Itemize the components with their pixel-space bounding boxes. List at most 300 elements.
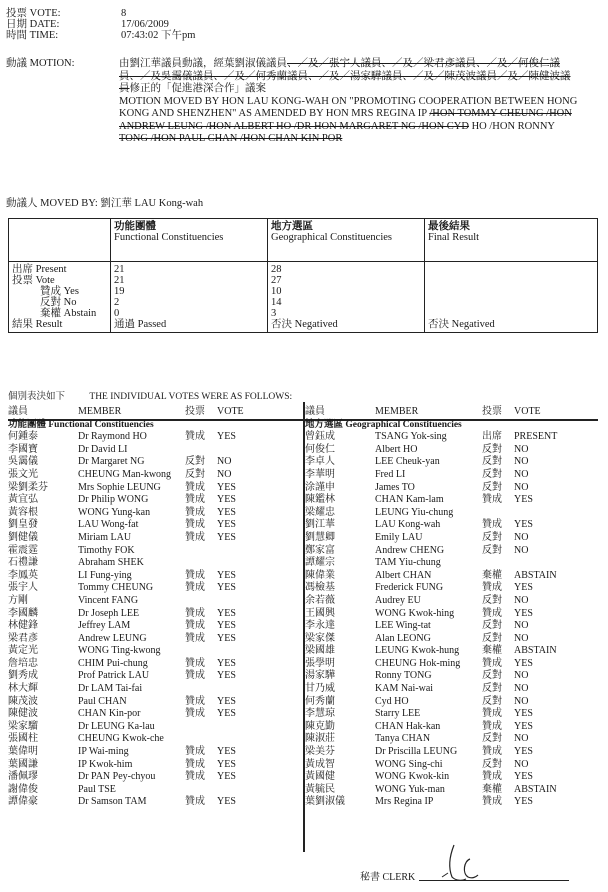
vote-zh: 反對 — [482, 683, 502, 695]
vote-en: YES — [217, 670, 236, 682]
hdr-vote-en: VOTE — [514, 406, 541, 417]
geographical-section-title: 地方選區 Geographical Constituencies — [305, 419, 462, 430]
hdr-member-en: MEMBER — [78, 406, 122, 417]
member-name-en: Dr Margaret NG — [78, 456, 145, 468]
vote-en: YES — [514, 607, 533, 619]
member-name-en: CHAN Kam-lam — [375, 494, 444, 506]
member-name-zh: 甘乃威 — [305, 683, 335, 695]
member-name-zh: 劉皇發 — [8, 519, 38, 531]
member-row — [305, 469, 605, 482]
vote-zh: 贊成 — [185, 796, 205, 808]
vote-en: YES — [514, 796, 533, 808]
clerk-label: 秘書 CLERK — [360, 872, 416, 883]
motion-en-struck-1: /HON TOMMY CHEUNG /HON ANDREW LEUNG /HON ALBERT HO /DR HON MARGARET NG /HON CYD — [119, 108, 572, 132]
member-name-zh: 張國柱 — [8, 733, 38, 745]
vote-en: NO — [514, 695, 529, 707]
member-row — [305, 507, 605, 520]
summary-body-row — [9, 262, 598, 333]
vote-en: YES — [217, 582, 236, 594]
member-name-zh: 張宇人 — [8, 582, 38, 594]
member-name-zh: 方剛 — [8, 594, 28, 606]
col-final-zh: 最後結果 — [428, 221, 470, 232]
motion-en-struck-2: TONG /HON PAUL CHAN /HON CHAN KIN POR — [119, 133, 343, 144]
vote-en: NO — [514, 481, 529, 493]
vote-zh: 反對 — [482, 544, 502, 556]
member-name-zh: 譚耀宗 — [305, 557, 335, 569]
vote-zh: 反對 — [185, 456, 205, 468]
vote-en: ABSTAIN — [514, 569, 557, 581]
member-name-zh: 梁劉柔芬 — [8, 481, 48, 493]
member-row — [8, 545, 298, 558]
member-name-en: TSANG Yok-sing — [375, 431, 447, 443]
vote-zh: 贊成 — [185, 519, 205, 531]
vote-en: NO — [514, 544, 529, 556]
vote-zh: 反對 — [482, 758, 502, 770]
member-name-en: Dr Philip WONG — [78, 494, 149, 506]
member-name-zh: 林健鋒 — [8, 620, 38, 632]
member-name-en: Paul CHAN — [78, 695, 127, 707]
member-row — [8, 469, 298, 482]
member-row — [305, 582, 605, 595]
member-name-zh: 涂謹申 — [305, 481, 335, 493]
vote-zh: 贊成 — [185, 771, 205, 783]
vote-en: YES — [217, 657, 236, 669]
vote-en: YES — [217, 632, 236, 644]
member-name-en: LEE Wing-tat — [375, 620, 431, 632]
member-name-zh: 梁家傑 — [305, 632, 335, 644]
member-row — [305, 658, 605, 671]
member-row — [305, 532, 605, 545]
motion-en-prefix: MOTION MOVED BY HON LAU KONG-WAH ON "PROMOTING COOPERATION BETWEEN HONG KONG AND SHENZHEN" AS AMENDED BY HON MRS REGINA IP — [119, 95, 578, 119]
member-name-en: Audrey EU — [375, 594, 421, 606]
member-name-zh: 梁國雄 — [305, 645, 335, 657]
member-row — [305, 444, 605, 457]
date-value: 17/06/2009 — [121, 19, 169, 30]
vote-en: YES — [217, 431, 236, 443]
vote-zh: 棄權 — [482, 783, 502, 795]
member-row — [305, 545, 605, 558]
member-name-en: CHAN Hak-kan — [375, 720, 441, 732]
functional-votes-column — [8, 406, 298, 809]
member-name-zh: 鄭家富 — [305, 544, 335, 556]
vote-en: NO — [217, 468, 232, 480]
motion-label: 動議 MOTION: — [6, 58, 75, 69]
member-name-zh: 葉國謙 — [8, 758, 38, 770]
member-name-en: Andrew LEUNG — [78, 632, 147, 644]
label-yes: 贊成 Yes — [40, 286, 79, 297]
vote-en: YES — [217, 708, 236, 720]
vote-zh: 棄權 — [482, 569, 502, 581]
vote-zh: 贊成 — [482, 494, 502, 506]
vote-zh: 反對 — [482, 531, 502, 543]
member-name-en: WONG Yung-kan — [78, 506, 151, 518]
hdr-vote-zh: 投票 — [482, 406, 502, 417]
member-row — [8, 658, 298, 671]
member-name-en: Mrs Regina IP — [375, 796, 434, 808]
member-name-en: Cyd HO — [375, 695, 409, 707]
member-name-zh: 王國興 — [305, 607, 335, 619]
gc-yes: 10 — [271, 286, 282, 297]
vote-zh: 贊成 — [185, 708, 205, 720]
member-name-en: TAM Yiu-chung — [375, 557, 441, 569]
vote-zh: 反對 — [482, 632, 502, 644]
hdr-vote-en: VOTE — [217, 406, 244, 417]
moved-by-value: 劉江華 LAU Kong-wah — [100, 198, 204, 209]
hdr-member-zh: 議員 — [305, 406, 325, 417]
member-row — [8, 494, 298, 507]
member-row — [305, 570, 605, 583]
col-geographical-zh: 地方選區 — [271, 221, 313, 232]
label-result: 結果 Result — [12, 319, 63, 330]
vote-en: YES — [514, 771, 533, 783]
label-present: 出席 Present — [12, 264, 67, 275]
member-row — [305, 721, 605, 734]
member-row — [305, 431, 605, 444]
member-name-zh: 李華明 — [305, 468, 335, 480]
vote-en: NO — [514, 443, 529, 455]
moved-by-label: 動議人 MOVED BY: — [6, 198, 98, 209]
vote-en: YES — [217, 796, 236, 808]
vote-en: YES — [217, 519, 236, 531]
member-row — [8, 620, 298, 633]
member-name-zh: 李永達 — [305, 620, 335, 632]
member-row — [8, 456, 298, 469]
fc-no: 2 — [114, 297, 120, 308]
vote-en: PRESENT — [514, 431, 558, 443]
member-row — [8, 570, 298, 583]
vote-zh: 贊成 — [185, 582, 205, 594]
vote-en: YES — [217, 746, 236, 758]
member-name-zh: 李國寶 — [8, 443, 38, 455]
vote-zh: 反對 — [482, 695, 502, 707]
member-row — [8, 645, 298, 658]
member-name-en: IP Kwok-him — [78, 758, 133, 770]
vote-en: NO — [514, 594, 529, 606]
member-row — [305, 595, 605, 608]
vote-en: YES — [217, 620, 236, 632]
member-row — [305, 645, 605, 658]
vote-zh: 反對 — [482, 456, 502, 468]
member-name-zh: 潘佩璆 — [8, 771, 38, 783]
member-row — [305, 633, 605, 646]
member-name-zh: 陳偉業 — [305, 569, 335, 581]
vote-value: 8 — [121, 8, 127, 19]
vote-zh: 贊成 — [185, 506, 205, 518]
member-row — [305, 608, 605, 621]
member-row — [8, 721, 298, 734]
member-name-en: CHEUNG Kwok-che — [78, 733, 164, 745]
member-name-en: James TO — [375, 481, 415, 493]
label-abstain: 棄權 Abstain — [40, 308, 97, 319]
member-row — [305, 670, 605, 683]
vote-en: YES — [514, 746, 533, 758]
summary-final-values — [425, 262, 598, 333]
summary-geographical-values — [268, 262, 425, 333]
member-name-en: Starry LEE — [375, 708, 421, 720]
member-name-en: WONG Kwok-hing — [375, 607, 455, 619]
motion-zh-suffix: 修正的「促進港深合作」議案 — [129, 83, 266, 94]
vote-zh: 反對 — [482, 443, 502, 455]
member-name-zh: 劉健儀 — [8, 531, 38, 543]
vote-zh: 反對 — [482, 733, 502, 745]
vote-en: YES — [514, 657, 533, 669]
individual-votes-title — [8, 388, 314, 402]
label-no: 反對 No — [40, 297, 77, 308]
member-row — [8, 557, 298, 570]
member-name-zh: 何秀蘭 — [305, 695, 335, 707]
vote-zh: 贊成 — [185, 481, 205, 493]
member-name-zh: 陳克勤 — [305, 720, 335, 732]
member-name-zh: 黃定光 — [8, 645, 38, 657]
vote-zh: 贊成 — [185, 494, 205, 506]
member-name-zh: 劉秀成 — [8, 670, 38, 682]
member-row — [305, 482, 605, 495]
member-name-zh: 張學明 — [305, 657, 335, 669]
member-row — [8, 771, 298, 784]
vote-en: ABSTAIN — [514, 645, 557, 657]
hdr-member-en: MEMBER — [375, 406, 419, 417]
member-name-en: Paul TSE — [78, 783, 116, 795]
member-name-en: Timothy FOK — [78, 544, 135, 556]
summary-row-labels — [9, 262, 111, 333]
member-row — [8, 431, 298, 444]
member-name-en: WONG Kwok-kin — [375, 771, 450, 783]
member-name-zh: 李卓人 — [305, 456, 335, 468]
member-name-zh: 陳茂波 — [8, 695, 38, 707]
member-name-en: Tanya CHAN — [375, 733, 431, 745]
hdr-member-zh: 議員 — [8, 406, 28, 417]
time-label: 時間 TIME: — [6, 30, 59, 41]
vote-zh: 贊成 — [185, 569, 205, 581]
member-name-en: Emily LAU — [375, 531, 423, 543]
time-row — [6, 30, 195, 41]
member-row — [8, 532, 298, 545]
gc-result: 否決 Negatived — [271, 319, 338, 330]
motion-en-mid: HO /HON RONNY — [468, 120, 555, 132]
member-name-en: CHEUNG Man-kwong — [78, 468, 172, 480]
member-name-zh: 黃國健 — [305, 771, 335, 783]
vote-en: NO — [514, 456, 529, 468]
fc-vote: 21 — [114, 275, 125, 286]
member-name-zh: 張文光 — [8, 468, 38, 480]
member-name-zh: 霍震霆 — [8, 544, 38, 556]
member-row — [8, 670, 298, 683]
vote-zh: 贊成 — [482, 607, 502, 619]
member-name-en: LEUNG Yiu-chung — [375, 506, 454, 518]
member-name-zh: 謝偉俊 — [8, 783, 38, 795]
vote-en: NO — [514, 620, 529, 632]
member-name-en: Dr PAN Pey-chyou — [78, 771, 156, 783]
vote-zh: 反對 — [482, 594, 502, 606]
column-header-row — [8, 406, 298, 419]
member-name-zh: 吳靄儀 — [8, 456, 38, 468]
member-row — [8, 708, 298, 721]
vote-en: YES — [217, 771, 236, 783]
member-name-en: Albert CHAN — [375, 569, 432, 581]
vote-zh: 反對 — [185, 468, 205, 480]
vote-zh: 棄權 — [482, 645, 502, 657]
member-row — [8, 784, 298, 797]
summary-col-functional — [111, 219, 268, 262]
vote-en: YES — [217, 607, 236, 619]
member-name-zh: 梁君彥 — [8, 632, 38, 644]
member-row — [8, 444, 298, 457]
member-row — [8, 746, 298, 759]
member-row — [8, 796, 298, 809]
member-name-en: Dr LEUNG Ka-lau — [78, 720, 155, 732]
member-name-en: Dr Raymond HO — [78, 431, 147, 443]
member-name-en: LI Fung-ying — [78, 569, 132, 581]
vote-en: YES — [217, 481, 236, 493]
member-name-zh: 梁耀忠 — [305, 506, 335, 518]
vote-number-row — [6, 8, 126, 19]
member-row — [305, 784, 605, 797]
vote-zh: 贊成 — [482, 582, 502, 594]
vote-zh: 反對 — [482, 468, 502, 480]
column-header-row — [305, 406, 605, 419]
vote-en: ABSTAIN — [514, 783, 557, 795]
member-row — [305, 683, 605, 696]
member-name-en: KAM Nai-wai — [375, 683, 434, 695]
summary-corner-cell — [9, 219, 111, 262]
vote-en: NO — [514, 670, 529, 682]
member-name-en: LAU Kong-wah — [375, 519, 441, 531]
member-name-en: LAU Wong-fat — [78, 519, 139, 531]
member-row — [8, 482, 298, 495]
member-name-en: LEUNG Kwok-hung — [375, 645, 460, 657]
member-name-zh: 石禮謙 — [8, 557, 38, 569]
member-name-en: Andrew CHENG — [375, 544, 445, 556]
member-name-zh: 李慧琼 — [305, 708, 335, 720]
member-name-en: Alan LEONG — [375, 632, 431, 644]
vote-zh: 贊成 — [482, 519, 502, 531]
vote-zh: 贊成 — [482, 708, 502, 720]
member-name-zh: 湯家驊 — [305, 670, 335, 682]
functional-member-list — [8, 431, 298, 809]
member-row — [305, 696, 605, 709]
motion-zh-prefix: 由劉江華議員動議，經葉劉淑儀議員 — [119, 58, 287, 69]
individual-title-en: THE INDIVIDUAL VOTES WERE AS FOLLOWS: — [89, 392, 293, 402]
vote-zh: 贊成 — [185, 746, 205, 758]
member-name-zh: 葉偉明 — [8, 746, 38, 758]
gc-present: 28 — [271, 264, 282, 275]
date-label: 日期 DATE: — [6, 19, 60, 30]
col-final-en: Final Result — [428, 232, 480, 243]
member-row — [8, 582, 298, 595]
member-name-en: Dr David LI — [78, 443, 128, 455]
member-name-en: CHEUNG Hok-ming — [375, 657, 461, 669]
member-name-en: Miriam LAU — [78, 531, 132, 543]
fc-abstain: 0 — [114, 308, 120, 319]
member-row — [305, 620, 605, 633]
label-vote: 投票 Vote — [12, 275, 55, 286]
member-name-en: Dr Samson TAM — [78, 796, 147, 808]
vote-zh: 贊成 — [185, 607, 205, 619]
member-name-en: Dr Joseph LEE — [78, 607, 140, 619]
vote-en: NO — [514, 468, 529, 480]
time-value: 07:43:02 下午pm — [121, 30, 196, 41]
gc-abstain: 3 — [271, 308, 277, 319]
member-name-zh: 曾鈺成 — [305, 431, 335, 443]
member-row — [8, 608, 298, 621]
member-row — [8, 633, 298, 646]
vote-zh: 贊成 — [185, 431, 205, 443]
member-name-en: WONG Yuk-man — [375, 783, 445, 795]
vote-en: YES — [514, 582, 533, 594]
hdr-vote-zh: 投票 — [185, 406, 205, 417]
member-row — [305, 494, 605, 507]
vote-zh: 出席 — [482, 431, 502, 443]
vote-en: NO — [514, 758, 529, 770]
fc-yes: 19 — [114, 286, 125, 297]
col-geographical-en: Geographical Constituencies — [271, 232, 393, 243]
member-name-en: Dr LAM Tai-fai — [78, 683, 143, 695]
member-name-en: Tommy CHEUNG — [78, 582, 154, 594]
vote-zh: 反對 — [482, 481, 502, 493]
functional-section-title: 功能團體 Functional Constituencies — [8, 419, 154, 430]
vote-zh: 反對 — [482, 620, 502, 632]
member-name-zh: 陳鑑林 — [305, 494, 335, 506]
vote-zh: 贊成 — [185, 531, 205, 543]
vote-zh: 贊成 — [482, 746, 502, 758]
member-name-zh: 何鍾泰 — [8, 431, 38, 443]
vote-zh: 贊成 — [185, 670, 205, 682]
member-row — [305, 746, 605, 759]
member-name-en: Ronny TONG — [375, 670, 432, 682]
member-name-zh: 黃成智 — [305, 758, 335, 770]
vote-en: YES — [217, 506, 236, 518]
member-name-zh: 陳健波 — [8, 708, 38, 720]
member-name-en: Vincent FANG — [78, 594, 139, 606]
member-name-zh: 劉慧卿 — [305, 531, 335, 543]
member-row — [305, 733, 605, 746]
vote-en: NO — [514, 733, 529, 745]
vote-en: NO — [514, 531, 529, 543]
gc-no: 14 — [271, 297, 282, 308]
vote-en: YES — [514, 519, 533, 531]
vote-en: NO — [514, 683, 529, 695]
member-name-zh: 黃容根 — [8, 506, 38, 518]
member-row — [8, 595, 298, 608]
member-name-en: WONG Ting-kwong — [78, 645, 161, 657]
vote-zh: 贊成 — [482, 657, 502, 669]
member-name-zh: 李國麟 — [8, 607, 38, 619]
member-row — [305, 796, 605, 809]
summary-functional-values — [111, 262, 268, 333]
member-name-zh: 黃毓民 — [305, 783, 335, 795]
member-name-zh: 李鳳英 — [8, 569, 38, 581]
col-functional-zh: 功能團體 — [114, 221, 156, 232]
vote-en: YES — [217, 569, 236, 581]
vote-en: YES — [217, 758, 236, 770]
member-name-en: Jeffrey LAM — [78, 620, 131, 632]
member-name-zh: 梁美芬 — [305, 746, 335, 758]
member-name-en: Frederick FUNG — [375, 582, 444, 594]
date-row — [6, 19, 169, 30]
member-row — [305, 456, 605, 469]
member-row — [305, 771, 605, 784]
vote-en: NO — [514, 632, 529, 644]
member-name-en: Prof Patrick LAU — [78, 670, 150, 682]
vote-zh: 贊成 — [482, 796, 502, 808]
member-row — [305, 759, 605, 772]
member-name-zh: 馮檢基 — [305, 582, 335, 594]
member-row — [8, 759, 298, 772]
summary-col-final — [425, 219, 598, 262]
vote-en: NO — [217, 456, 232, 468]
member-name-en: Albert HO — [375, 443, 418, 455]
vote-zh: 贊成 — [482, 771, 502, 783]
